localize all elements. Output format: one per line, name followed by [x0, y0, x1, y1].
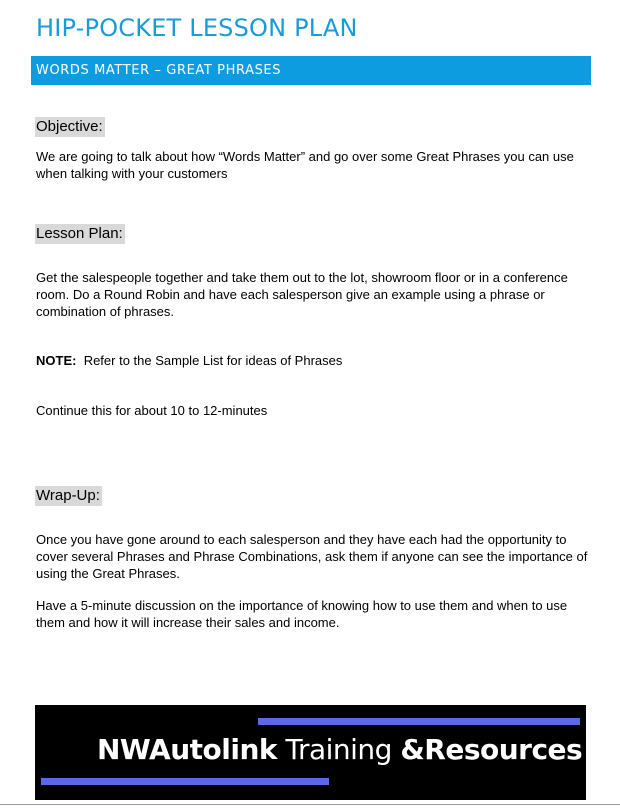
logo-resources: &Resources — [400, 733, 583, 766]
logo-text — [97, 733, 582, 766]
lesson-plan-text: Get the salespeople together and take them out to the lot, showroom floor or in a conference room. Do a Round Robin and have each salesperson give an example using a phrase or combination of phrases. — [36, 270, 568, 319]
banner-text: WORDS MATTER – GREAT PHRASES — [36, 63, 282, 78]
logo-top-bar — [258, 718, 580, 725]
footer-logo — [35, 705, 586, 800]
document-title: HIP-POCKET LESSON PLAN — [36, 14, 358, 42]
wrap-up-text-1: Once you have gone around to each salesperson and they have each had the opportunity to cover several Phrases and Phrase Combinations, ask them if anyone can see the importance of using the Great Phrases. — [36, 532, 588, 581]
objective-heading: Objective: — [36, 118, 103, 135]
note-label: NOTE: — [36, 353, 77, 368]
logo-training: Training — [285, 733, 392, 766]
wrap-up-text-2: Have a 5-minute discussion on the importance of knowing how to use them and when to use them and how it will increase their sales and income. — [36, 598, 568, 630]
duration-text: Continue this for about 10 to 12-minutes — [36, 403, 268, 418]
note-text: Refer to the Sample List for ideas of Phrases — [83, 353, 343, 368]
lesson-plan-heading: Lesson Plan: — [36, 225, 123, 242]
objective-text: We are going to talk about how “Words Matter” and go over some Great Phrases you can use when talking with your customers — [36, 149, 574, 181]
section-banner — [31, 56, 591, 85]
note-line — [36, 352, 591, 369]
wrap-up-heading: Wrap-Up: — [36, 487, 100, 504]
logo-bottom-bar — [41, 778, 329, 785]
logo-brand: NWAutolink — [97, 733, 278, 766]
page-bottom-border — [0, 804, 620, 805]
